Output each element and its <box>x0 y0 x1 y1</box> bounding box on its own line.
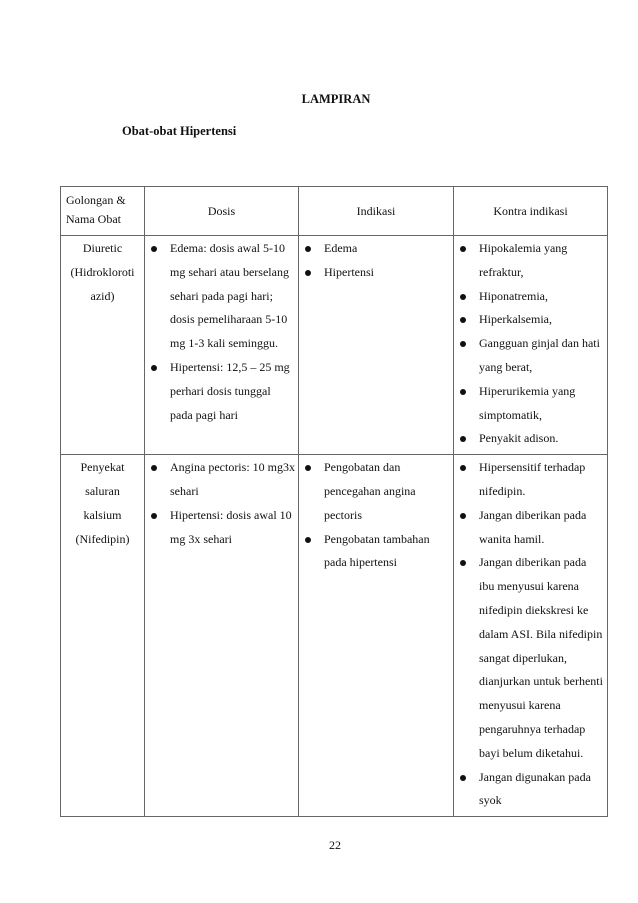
dosis-list <box>145 455 298 554</box>
list-item: Jangan diberikan pada wanita hamil. <box>454 504 607 552</box>
list-item: Hipertensi: 12,5 – 25 mg perhari dosis tunggal pada pagi hari <box>145 356 298 427</box>
cell-indikasi <box>299 236 454 455</box>
golongan-line: azid) <box>90 288 115 303</box>
golongan-line: Penyekat <box>80 460 125 475</box>
list-item: Gangguan ginjal dan hati yang berat, <box>454 332 607 380</box>
cell-dosis <box>145 236 299 455</box>
header-golongan: Golongan & Nama Obat <box>61 187 145 236</box>
list-item: Jangan digunakan pada syok <box>454 766 607 814</box>
table-body <box>61 236 608 817</box>
cell-indikasi <box>299 455 454 817</box>
cell-golongan <box>61 236 145 455</box>
list-item: Edema <box>299 237 453 261</box>
header-dosis: Dosis <box>145 187 299 236</box>
page-title: LAMPIRAN <box>301 92 371 106</box>
list-item: Hipertensi: dosis awal 10 mg 3x sehari <box>145 504 298 552</box>
cell-kontra <box>454 455 608 817</box>
table-header-row <box>61 187 608 236</box>
list-item: Pengobatan tambahan pada hipertensi <box>299 528 453 576</box>
list-item: Angina pectoris: 10 mg3x sehari <box>145 456 298 504</box>
kontra-list <box>454 455 607 816</box>
list-item: Jangan diberikan pada ibu menyusui karena nifedipin diekskresi ke dalam ASI. Bila nifedipin sangat diperlukan, dianjurkan untuk berhenti menyusui karena pengaruhnya terhadap bayi belum diketahui. <box>454 551 607 765</box>
cell-golongan <box>61 455 145 817</box>
list-item: Hipokalemia yang refraktur, <box>454 237 607 285</box>
cell-dosis <box>145 455 299 817</box>
indikasi-list <box>299 455 453 578</box>
golongan-line: (Hidrokloroti <box>70 264 135 279</box>
golongan-line: kalsium <box>83 507 122 522</box>
list-item: Hiponatremia, <box>454 285 607 309</box>
section-subtitle: Obat-obat Hipertensi <box>122 124 237 138</box>
list-item: Hiperkalsemia, <box>454 308 607 332</box>
list-item: Hipersensitif terhadap nifedipin. <box>454 456 607 504</box>
list-item: Pengobatan dan pencegahan angina pectoris <box>299 456 453 527</box>
kontra-list <box>454 236 607 454</box>
header-kontra-indikasi: Kontra indikasi <box>454 187 608 236</box>
table-row <box>61 236 608 455</box>
list-item: Penyakit adison. <box>454 427 607 451</box>
header-indikasi: Indikasi <box>299 187 454 236</box>
page-number: 22 <box>329 838 341 852</box>
list-item: Hiperurikemia yang simptomatik, <box>454 380 607 428</box>
golongan-line: Diuretic <box>82 241 123 255</box>
cell-kontra <box>454 236 608 455</box>
table-row <box>61 455 608 817</box>
dosis-list <box>145 236 298 430</box>
indikasi-list <box>299 236 453 288</box>
golongan-line: (Nifedipin) <box>75 531 130 546</box>
list-item: Edema: dosis awal 5-10 mg sehari atau berselang sehari pada pagi hari; dosis pemeliharaan 5-10 mg 1-3 kali seminggu. <box>145 237 298 356</box>
golongan-line: saluran <box>85 483 120 498</box>
list-item: Hipertensi <box>299 261 453 285</box>
drug-table <box>60 186 608 817</box>
